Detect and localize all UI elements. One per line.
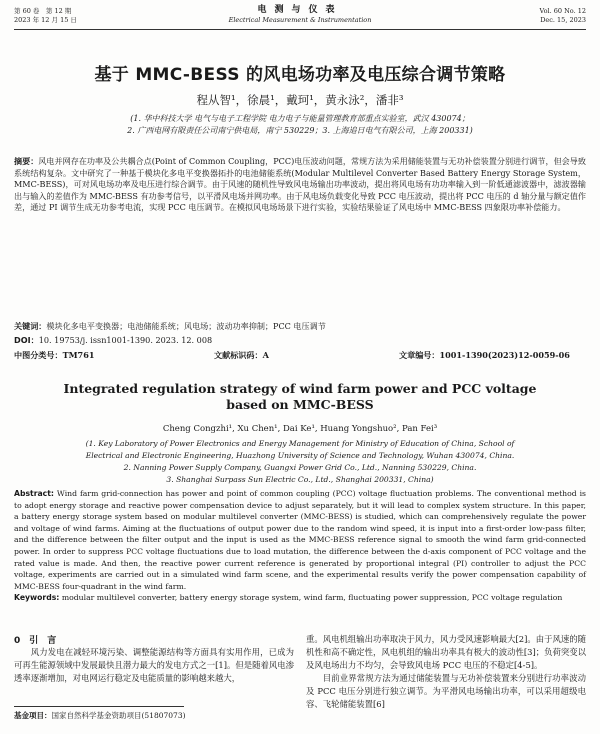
header-right <box>540 7 586 25</box>
abstract-cn <box>14 156 586 214</box>
intro-paragraph-1: 风力发电在减轻环境污染、调整能源结构等方面具有实用作用，已成为可再生能源领域中发展最快且潜力最大的发电方式之一[1]。但是随着风电渗透率逐渐增加，对电网运行稳定及电能质量的影响越来越大， <box>14 647 294 683</box>
article-number: 文章编号：1001-1390(2023)12-0059-06 <box>399 350 570 360</box>
clc-number: 中图分类号：TM761 <box>14 350 95 360</box>
abstract-en <box>14 488 586 604</box>
header-rule <box>14 29 586 30</box>
classification-row <box>14 350 586 362</box>
doi-text: 10. 19753/j. issn1001-1390. 2023. 12. 008 <box>38 335 213 345</box>
footnote-rule <box>14 706 184 707</box>
keywords-cn-label: 关键词： <box>14 321 47 331</box>
fund-footnote <box>14 710 314 721</box>
volume-issue-en: Vol. 60 No. 12 <box>539 7 586 15</box>
paper-title-en-line-2: based on MMC-BESS <box>226 397 374 412</box>
keywords-cn <box>14 321 586 333</box>
fund-text: 国家自然科学基金资助项目(51807073) <box>51 711 186 720</box>
journal-name-cn: 电测与仪表 <box>257 5 343 15</box>
publish-date-en: Dec. 15, 2023 <box>540 16 586 24</box>
affiliation-en-line-2: Electrical and Electronic Engineering, Huazhong University of Science and Technology, Wuhan 430074, China. <box>85 451 515 460</box>
abstract-en-text: Wind farm grid-connection has power and point of common coupling (PCC) voltage fluctuation problems. The conventional method is to adopt energy storage and reactive power compensation device to adjust separately, but it will lead to complex system structure. In this paper, a battery energy storage system based on modular multilevel converter (MMC-BESS) is studied, which can comprehensively regulate the power and voltage of wind farms. Aiming at the fluctuations of output power due to the random wind speed, it is input into a first-order low-pass filter, and the difference between the filter output and the input is used as the MMC-BESS reference signal to smooth the wind farm grid-connected power. In order to suppress PCC voltage fluctuations due to load mutation, the difference between the d-axis component of PCC voltage and the rated value is made. And then, the reactive power current reference is generated by proportional integral (PI) controller to adjust the PCC voltage, experiments are carried out in a simulated wind farm scene, and the experimental results verify the power compensation capability of MMC-BESS four-quadrant in the wind farm. <box>14 489 586 591</box>
doi-label: DOI： <box>14 335 39 345</box>
affiliation-cn-line-1: (1. 华中科技大学 电气与电子工程学院 电力电子与能量管理教育部重点实验室，武汉 430074； <box>130 114 470 123</box>
keywords-en-label: Keywords: <box>14 593 60 603</box>
paper-title-en-line-1: Integrated regulation strategy of wind farm power and PCC voltage <box>63 381 537 396</box>
volume-issue: 第 60 卷 第 12 期 <box>14 7 72 15</box>
authors-cn: 程从智¹，徐晨¹，戴珂¹，黄永泳²，潘非³ <box>196 93 404 107</box>
authors-en: Cheng Congzhi¹, Xu Chen¹, Dai Ke¹, Huang Yongshuo², Pan Fei³ <box>162 424 438 434</box>
intro-paragraph-1-cont: 重。风电机组输出功率取决于风力，风力受风速影响最大[2]。由于风速的随机性和高不确定性，风电机组的输出功率具有极大的波动性[3]；负荷突变以及风电场出力不均匀，会导致风电场 PCC 电压的不稳定[4-5]。 <box>306 634 586 670</box>
affiliation-en-line-3: 2. Nanning Power Supply Company, Guangxi Power Grid Co., Ltd., Nanning 530229, China. <box>123 463 477 472</box>
paper-title-en <box>0 381 600 413</box>
intro-column-left <box>14 646 294 685</box>
abstract-cn-text: 风电并网存在功率及公共耦合点(Point of Common Coupling，PCC)电压波动问题，常规方法为采用储能装置与无功补偿装置分别进行调节，但会导致系统结构复杂。文中研究了一种基于模块化多电平变换器拓扑的电池储能系统(Modular Multilevel Converter Based Battery Energy Storage System，MMC-BESS)，可对风电场功率及电压进行综合调节。由于风速的随机性导致风电场输出功率波动，提出将风电场有功功率输入到一阶低通滤波器中，滤波器输出与输入的差值作为 MMC-BESS 有功参考信号，以平滑风电场并网功率。由于风电场负载变化导致 PCC 电压波动，提出将 PCC 电压的 d 轴分量与额定值作差，通过 PI 调节生成无功参考电流，实现 PCC 电压调节。在模拟风电场场景下进行实验，实验结果验证了风电场中 MMC-BESS 四象限功率补偿能力。 <box>14 156 586 212</box>
intro-column-right <box>306 633 586 711</box>
doi <box>14 335 586 347</box>
keywords-en-text: modular multilevel converter, battery energy storage system, wind farm, fluctuating power suppression, PCC voltage regulation <box>59 593 563 603</box>
journal-name-en: Electrical Measurement & Instrumentation <box>228 16 372 24</box>
intro-paragraph-2: 目前业界常规方法为通过储能装置与无功补偿装置来分别进行功率波动及 PCC 电压分别进行独立调节。为平滑风电场输出功率，可以采用超级电容、飞轮储能装置[6] <box>306 673 586 709</box>
document-code: 文献标识码：A <box>214 350 269 360</box>
publish-date: 2023 年 12 月 15 日 <box>14 16 77 24</box>
affiliation-cn-line-2: 2. 广西电网有限责任公司南宁供电局，南宁 530229；3. 上海追日电气有限公司，上海 200331) <box>127 126 473 135</box>
keywords-cn-text: 模块化多电平变换器；电池储能系统；风电场；波动功率抑制；PCC 电压调节 <box>46 321 326 331</box>
affiliation-en-line-4: 3. Shanghai Surpass Sun Electric Co., Ltd., Shanghai 200331, China) <box>166 475 434 484</box>
abstract-en-label: Abstract: <box>14 489 54 498</box>
fund-label: 基金项目： <box>14 711 52 720</box>
paper-title-cn: 基于 MMC-BESS 的风电场功率及电压综合调节策略 <box>94 65 506 85</box>
section-heading-intro: 0 引 言 <box>14 636 57 646</box>
header-center <box>0 5 600 24</box>
affiliation-en-line-1: (1. Key Laboratory of Power Electronics and Energy Management for Ministry of Education of China, School of <box>85 439 515 448</box>
abstract-cn-label: 摘要： <box>14 156 39 166</box>
